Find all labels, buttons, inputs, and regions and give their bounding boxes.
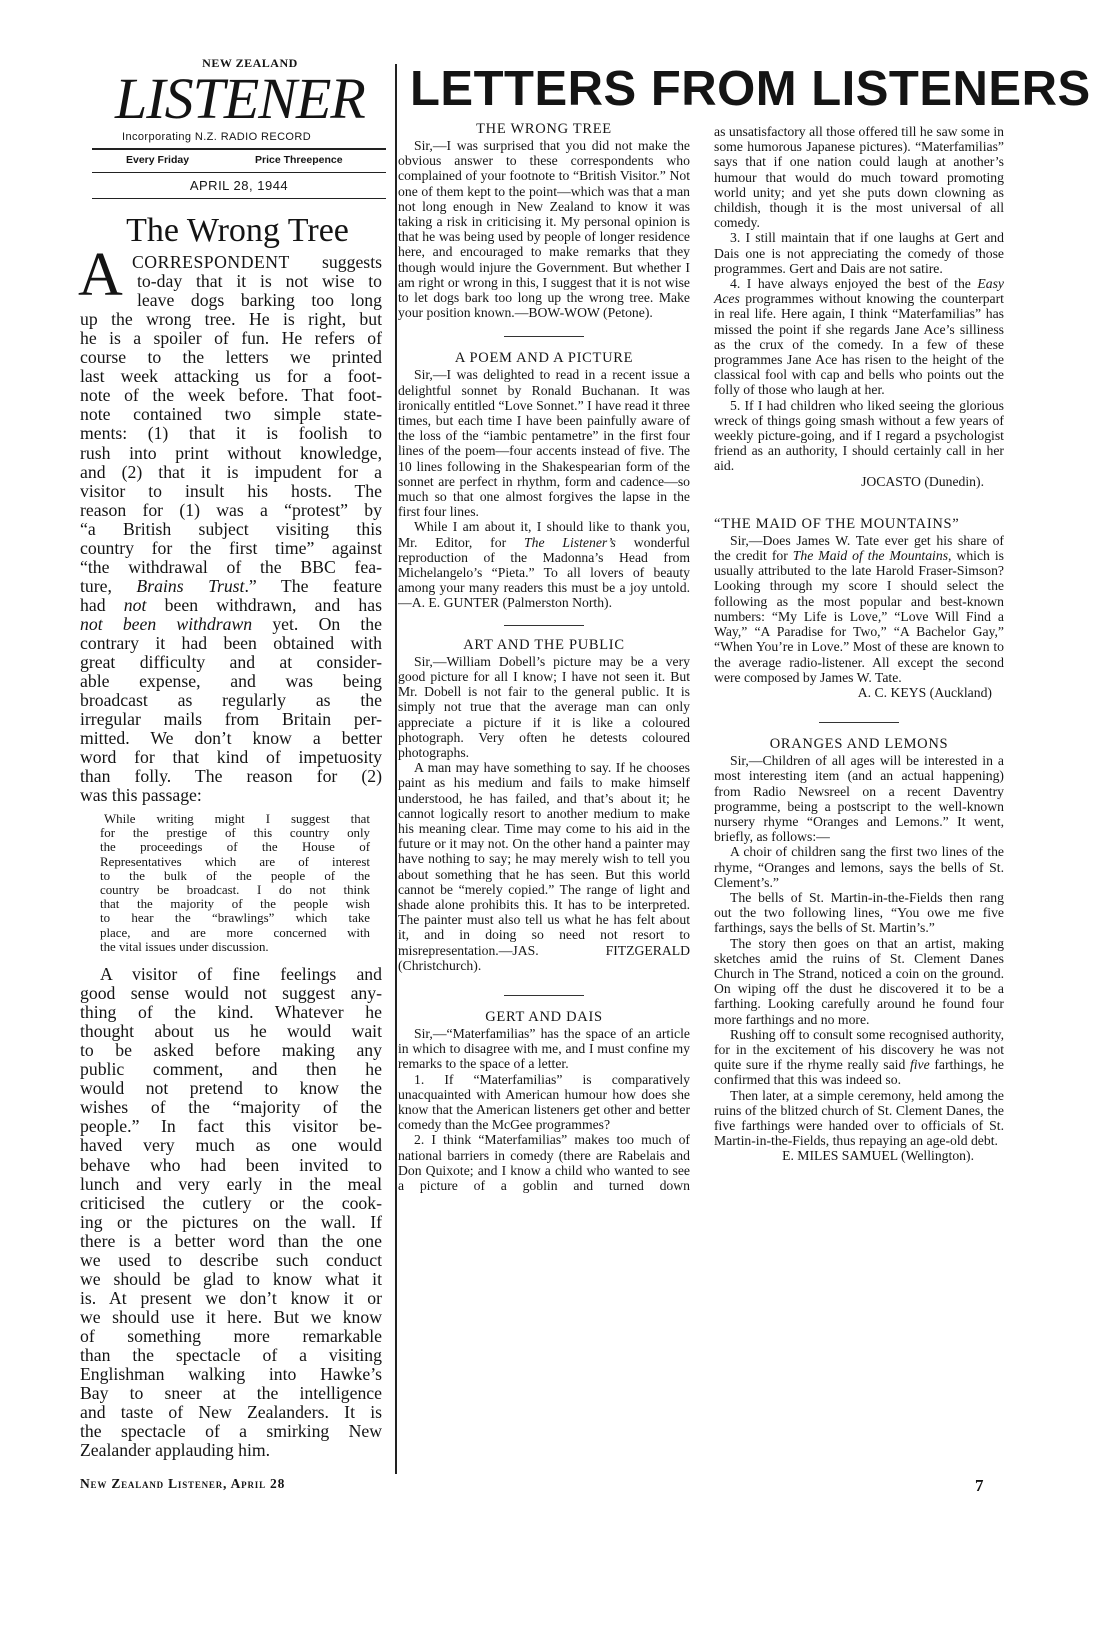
letter-title: A POEM AND A PICTURE xyxy=(454,350,634,367)
section-rule xyxy=(504,995,584,996)
editorial-line: we should be glad to know what it xyxy=(80,1268,382,1289)
editorial-line: than folly. The reason for (2) xyxy=(80,766,382,787)
letter-paragraph: 4. I have always enjoyed the best of the Easy Aces programmes without knowing the counterpart in real life. Here again, I think “Materfamilias” has missed the point if she regards Jane Ace’s silliness as the crux of the comedy. In a few of these programmes Jane Ace has risen to the height of the classical fool with cap and bells who points out the folly of those who laugh at her. xyxy=(714,276,1004,398)
running-footer: New Zealand Listener, April 28 xyxy=(80,1476,286,1491)
editorial-line: had not been withdrawn, and has xyxy=(80,594,382,615)
letter-title: THE WRONG TREE xyxy=(476,121,612,137)
editorial-line: would not pretend to know the xyxy=(80,1078,382,1099)
editorial-line: wishes of the “majority of the xyxy=(80,1097,382,1118)
letter-paragraph: 2. I think “Materfamilias” makes too much of national barriers in comedy (there are Rabelais and Don Quixote; and I know a child who wanted to see a picture of a goblin and turned down xyxy=(398,1132,690,1193)
letter-paragraph: The bells of St. Martin-in-the-Fields then rang out the two following lines, “You owe me five farthings, says the bells of St. Martin’s.” xyxy=(714,889,1004,936)
masthead-logo: LISTENER xyxy=(115,66,365,131)
editorial-line: of something more remarkable xyxy=(80,1325,382,1346)
editorial-line: CORRESPONDENT suggests xyxy=(132,252,382,272)
editorial-line: the spectacle of a smirking New xyxy=(80,1421,382,1442)
masthead-top-line: NEW ZEALAND xyxy=(202,56,298,70)
editorial-line: there is a better word than the one xyxy=(80,1230,382,1251)
editorial-line: he is a spoiler of fun. He refers of xyxy=(80,328,382,349)
editorial-line: country for the first time” against xyxy=(80,537,382,558)
letters-column-2 xyxy=(714,124,1004,1164)
letter-paragraph: 1. If “Materfamilias” is comparatively unacquainted with American humour how does she know that the American listeners get other and better comedy than the McGee programmes? xyxy=(398,1071,690,1133)
editorial-line: broadcast as regularly as the xyxy=(80,690,382,711)
editorial-line: lunch and very early in the meal xyxy=(80,1173,382,1194)
editorial-line: ing or the pictures on the wall. If xyxy=(80,1211,382,1232)
editorial-line: people.” In fact this visitor be- xyxy=(80,1116,382,1137)
letter-title: ORANGES AND LEMONS xyxy=(769,736,949,753)
letter-paragraph: A man may have something to say. If he chooses paint as his medium and fails to make himself understood, he has failed, and that’s about it; he cannot logically resort to another medium to make his meaning clear. Time may come to his aid in the future or it may not. On the other hand a painter may have nothing to say; he may merely wish to tell you about something that he has seen. But this world cannot be “merely copied.” The range of light and shade alone prohibits this. It has to be interpreted. The painter must also tell us what he has felt about it, and in doing so need not resort to misrepresentation.—JAS. FITZGERALD (Christchurch). xyxy=(398,760,690,973)
editorial-quote-line: the proceedings of the House of xyxy=(100,840,370,855)
editorial-quote-line: to hear the “brawlings” which take xyxy=(100,911,370,926)
editorial-line: last week attacking us for a foot- xyxy=(80,366,382,387)
editorial-line: to be asked before making any xyxy=(80,1040,382,1061)
editorial-line: mitted. We don’t know a better xyxy=(80,728,382,749)
editorial-line: note contained two simple state- xyxy=(80,404,382,425)
editorial-quote-line: country be broadcast. I do not think xyxy=(100,883,370,897)
letter-paragraph: Then later, at a simple ceremony, held among the ruins of the blitzed church of St. Clement Danes, the five farthings were handed over to officials of St. Martin-in-the-Fields, thus repaying an age-old debt. xyxy=(714,1087,1004,1149)
letter-paragraph: 3. I still maintain that if one laughs at Gert and Dais one is not appreciating the comedy of those programmes. Gert and Dais are not satire. xyxy=(714,230,1004,276)
editorial-line: Zealander applauding him. xyxy=(80,1440,271,1461)
letter-body: Sir,—I was surprised that you did not make the obvious answer to these correspondents who complained of your footnote to “British Visitor.” Not one of them kept to the point—which was that a man not long enough in New Zealand to know it was taking a risk in criticising it. My personal opinion is that he was being used by people of longer residence here, and encouraged to make remarks that they though would injure the Government. But whether I am right or wrong in this, I suggest that it is not wise to let dogs bark too long up the wrong tree. Make your position known.—BOW-WOW (Petone). xyxy=(398,138,690,321)
editorial-line: thing of the kind. Whatever he xyxy=(80,1002,382,1023)
editorial-line: behave who had been invited to xyxy=(80,1154,382,1175)
letter-paragraph: The story then goes on that an artist, making sketches amid the ruins of St. Clement Danes Church in The Strand, noticed a coin on the ground. On wiping off the dust he discovered it to be a farthing. Looking carefully around he found four more farthings and no more. xyxy=(714,935,1004,1027)
editorial-line: Englishman walking into Hawke’s xyxy=(80,1364,382,1385)
editorial-line: we should use it here. But we know xyxy=(80,1306,382,1327)
editorial-line: note of the week before. That foot- xyxy=(80,385,382,406)
column-divider xyxy=(395,64,397,1474)
editorial-line: good sense would not suggest any- xyxy=(80,983,382,1004)
editorial-line: and taste of New Zealanders. It is xyxy=(80,1402,382,1423)
section-rule xyxy=(819,722,899,723)
letter-paragraph: A choir of children sang the first two lines of the rhyme, “Oranges and lemons, says the bells of St. Clement’s.” xyxy=(714,844,1004,890)
masthead-rule xyxy=(92,198,386,199)
editorial-line: word for that kind of impetuosity xyxy=(80,747,382,768)
section-rule xyxy=(504,336,584,337)
editorial-quote-line: the vital issues under discussion. xyxy=(100,939,269,954)
masthead-rule xyxy=(92,148,386,150)
editorial-line: criticised the cutlery or the cook- xyxy=(80,1192,382,1213)
letter-paragraph: 5. If I had children who liked seeing the glorious wreck of things going smash without a few years of weekly picture-going, and if I regard a psychologist friend as an authority, I should certainly call in her aid. xyxy=(714,397,1004,474)
editorial-line: leave dogs barking too long xyxy=(137,290,382,311)
letter-title: ART AND THE PUBLIC xyxy=(463,636,625,653)
editorial-line: able expense, and was being xyxy=(80,671,382,692)
editorial-line: and (2) that it is impudent for a xyxy=(80,461,382,482)
editorial-line: Bay to sneer at the intelligence xyxy=(80,1383,382,1404)
editorial-line: we used to describe such conduct xyxy=(80,1249,382,1270)
masthead-frequency: Every Friday xyxy=(126,154,190,166)
letter-paragraph: Sir,—Does James W. Tate ever get his share of the credit for The Maid of the Mountains, which is usually attributed to the late Harold Fraser-Simson? Looking through my score I should select the following as the most popular and best-known numbers: “My Life is Love,” “Love Will Find a Way,” “A Paradise for Two,” “A Bachelor Gay,” “When You’re in Love.” Most of these are known to the average radio-listener. All except the second were composed by James W. Tate. xyxy=(714,532,1004,685)
editorial-quote-line: place, and are more concerned with xyxy=(100,925,370,940)
editorial-line: contrary it had been obtained with xyxy=(80,633,382,653)
masthead-price: Price Threepence xyxy=(255,154,343,166)
letter-paragraph: Sir,—William Dobell’s picture may be a very good picture for all I know; I have not seen it. But Mr. Dobell is not fair to the general public. It is simply not true that the average man can only appreciate a picture if it is like a coloured photograph. Very often he detests coloured photographs. xyxy=(398,653,690,760)
letter-title: “THE MAID OF THE MOUNTAINS” xyxy=(714,515,960,532)
editorial-line: is. At present we don’t know it or xyxy=(80,1287,382,1308)
editorial-quote-line: Representatives which are of interest xyxy=(100,854,370,869)
editorial-quote-line: that the majority of the people wish xyxy=(100,897,370,912)
editorial-title: The Wrong Tree xyxy=(126,212,349,249)
editorial-line: to-day that it is not wise to xyxy=(137,271,382,292)
editorial-line: reason for (1) was a “protest” by xyxy=(80,499,382,520)
editorial-line: thought about us he would wait xyxy=(80,1021,382,1042)
editorial-line: great difficulty and at consider- xyxy=(80,652,382,673)
masthead-rule xyxy=(92,172,386,173)
letter-paragraph: Sir,—I was delighted to read in a recent issue a delightful sonnet by Ronald Buchanan. It was ironically entitled “Love Sonnet.” I have read it three times, but each time I have been painfully aware of the loss of the “iambic pentametre” in the first four lines of the poem—four accents instead of five. The 10 lines following in the Shakespearian form of the sonnet are perfect in rhythm, form and cadence—so much so that one almost forgives the lapse in the first four lines. xyxy=(398,367,690,520)
editorial-quote-line: While writing might I suggest that xyxy=(104,812,370,826)
editorial-line: “the withdrawal of the BBC fea- xyxy=(80,556,382,577)
editorial-line: rush into print without knowledge, xyxy=(80,442,382,463)
letter-title: GERT AND DAIS xyxy=(485,1008,603,1025)
editorial-line: course to the letters we printed xyxy=(80,347,382,368)
letter-paragraph: Sir,—Children of all ages will be interested in a most interesting item (and an actual happening) from Radio Newsreel on a recent Daventry programme, being a postscript to the well-known nursery rhyme “Oranges and Lemons.” It went, briefly, as follows:— xyxy=(714,753,1004,845)
editorial-line: public comment, and then he xyxy=(80,1059,382,1080)
editorial-line: ments: (1) that it is foolish to xyxy=(80,423,382,444)
letter-signature: E. MILES SAMUEL (Wellington). xyxy=(782,1148,974,1164)
editorial-line: irregular mails from Britain per- xyxy=(80,709,382,730)
letter-signature: A. C. KEYS (Auckland) xyxy=(857,684,992,700)
editorial-line: up the wrong tree. He is right, but xyxy=(80,309,382,330)
letter-paragraph: Rushing off to consult some recognised authority, for in the excitement of his discovery he was not quite sure if the rhyme really said five farthings, he confirmed that this was indeed so. xyxy=(714,1026,1004,1088)
letter-signature: JOCASTO (Dunedin). xyxy=(861,473,984,489)
section-rule xyxy=(504,625,584,626)
editorial-line: visitor to insult his hosts. The xyxy=(80,480,382,501)
editorial-line: ture, Brains Trust.” The feature xyxy=(80,575,383,596)
letter-paragraph: While I am about it, I should like to thank you, Mr. Editor, for The Listener’s wonderful reproduction of the Madonna’s Head from Michelangelo’s “Pieta.” To all lovers of beauty among your many readers this must be a joy untold.—A. E. GUNTER (Palmerston North). xyxy=(398,519,690,611)
editorial-line: haved very much as one would xyxy=(80,1135,382,1156)
editorial-line: was this passage: xyxy=(80,785,202,806)
letter-paragraph: Sir,—“Materfamilias” has the space of an article in which to disagree with me, and I must confine my remarks to the space of a letter. xyxy=(398,1025,690,1072)
editorial-line: A visitor of fine feelings and xyxy=(100,964,382,984)
editorial-line: “a British subject visiting this xyxy=(80,518,382,539)
letters-column-1 xyxy=(398,120,690,1193)
editorial-quote-line: to the bulk of the people of the xyxy=(100,868,370,883)
page-banner: LETTERS FROM LISTENERS xyxy=(410,62,1091,116)
editorial-quote-line: for the prestige of this country only xyxy=(100,826,370,841)
masthead-date: APRIL 28, 1944 xyxy=(189,178,289,193)
editorial-line: not been withdrawn yet. On the xyxy=(80,613,383,634)
letter-paragraph: as unsatisfactory all those offered till he saw some in some humorous Japanese pictures). “Materfamilias” says that if one nation could laugh at another’s humour that would do much toward promoting world unity; and yet she puts down clowning as childish, though it is the most universal of all comedy. xyxy=(714,124,1004,231)
page-number: 7 xyxy=(975,1476,984,1495)
editorial-drop-cap: A xyxy=(78,241,123,309)
masthead-incorporating: Incorporating N.Z. RADIO RECORD xyxy=(122,131,312,143)
editorial-line: than the spectacle of a visiting xyxy=(80,1345,382,1365)
